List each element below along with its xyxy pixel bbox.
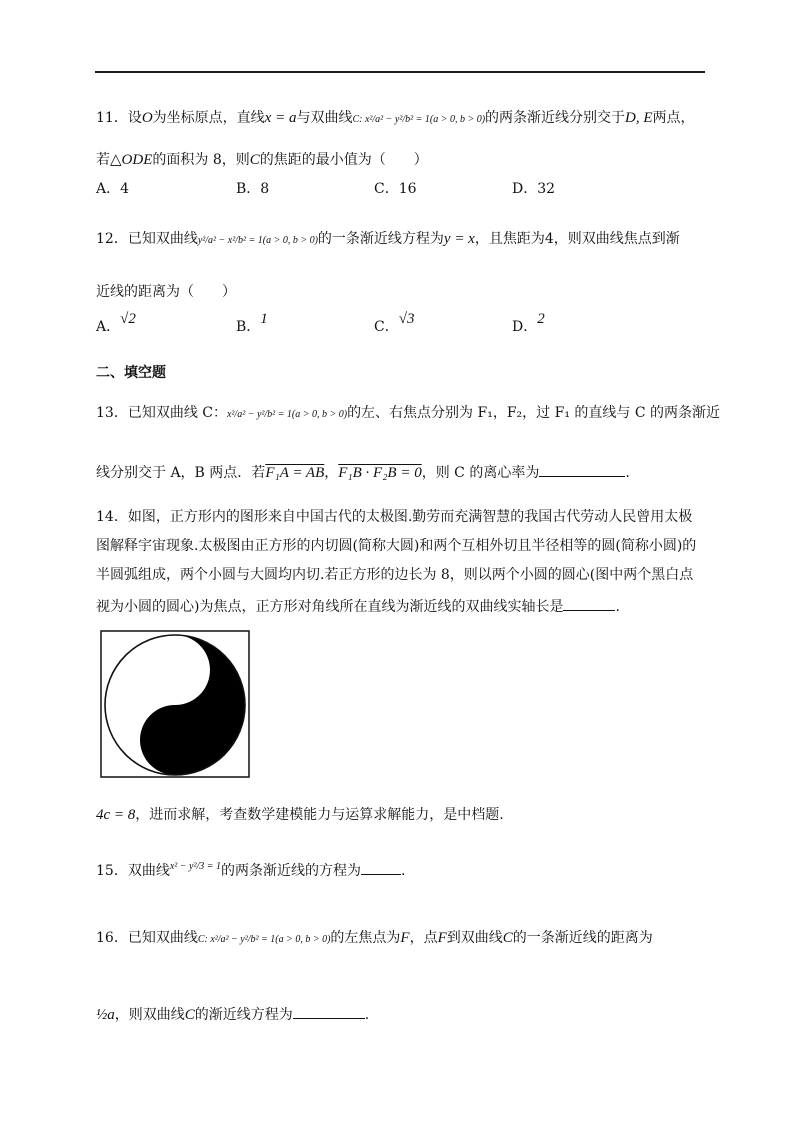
q13-text: ，则 C 的离心率为 xyxy=(421,465,540,481)
q16-curve-name: C xyxy=(502,930,513,946)
q13-hyperbola-equation: x²/a² − y²/b² = 1(a > 0, b > 0) xyxy=(226,409,348,420)
q11-text: 的两条渐近线分别交于 xyxy=(485,110,626,126)
q12-text: ，且焦距为 xyxy=(474,231,545,247)
q11-text: 与双曲线 xyxy=(296,110,353,126)
q11-text: 的面积为 8，则 xyxy=(152,152,250,168)
q16-focus: F xyxy=(400,930,410,946)
q16-text: ，则双曲线 xyxy=(114,1007,185,1023)
q12-option-d xyxy=(512,311,545,336)
q12-line2: 近线的距离为（ ） xyxy=(96,284,236,300)
q16-text: 到双曲线 xyxy=(446,930,503,946)
q12-option-b xyxy=(236,311,268,336)
q16-text: 16．已知双曲线 xyxy=(96,930,198,946)
q16-focus: F xyxy=(437,930,447,946)
q12-asymptote: y = x xyxy=(443,231,475,247)
section-heading: 二、填空题 xyxy=(96,365,166,381)
q14-line3: 半圆弧组成，两个小圆与大圆均内切.若正方形的边长为 8，则以两个小圆的圆心(图中两个黑白点 xyxy=(96,567,694,583)
q11-option-c: C．16 xyxy=(374,181,417,197)
q16-hyperbola-equation: C: x²/a² − y²/b² = 1(a > 0, b > 0) xyxy=(197,934,331,945)
q11-points: D, E xyxy=(625,110,653,126)
option-value: √3 xyxy=(398,311,415,327)
header-rule xyxy=(95,71,705,73)
q16-line1 xyxy=(96,929,653,949)
q12-text: ，则双曲线焦点到渐 xyxy=(553,231,680,247)
q16-curve-name: C xyxy=(184,1007,195,1023)
q13-text: . xyxy=(625,465,630,481)
q16-text: ，点 xyxy=(409,930,438,946)
q12-option-c xyxy=(374,311,415,336)
q12-text: 的一条渐近线方程为 xyxy=(317,231,444,247)
answer-blank[interactable] xyxy=(539,462,625,477)
q13-line2 xyxy=(96,462,630,482)
q15-hyperbola-equation: x² − y²/3 = 1 xyxy=(169,861,221,872)
q13-line1 xyxy=(96,404,720,424)
option-value: 2 xyxy=(537,311,545,327)
q11-text: 的焦距的最小值为（ ） xyxy=(259,152,428,168)
option-letter: B． xyxy=(236,319,261,335)
q14-line1: 14．如图，正方形内的图形来自中国古代的太极图.勤劳而充满智慧的我国古代劳动人民曾用太极 xyxy=(96,509,693,525)
q14-text: 视为小圆的圆心)为焦点，正方形对角线所在直线为渐近线的双曲线实轴长是 xyxy=(96,599,564,615)
answer-blank[interactable] xyxy=(293,1004,365,1019)
q16-text: 的渐近线方程为 xyxy=(194,1007,293,1023)
q14-text: . xyxy=(615,599,620,615)
q14-note xyxy=(96,806,504,824)
q11-line2 xyxy=(96,151,428,169)
q13-vector-condition-1: F₁A = AB xyxy=(265,465,325,481)
q13-text: 的左、右焦点分别为 F₁，F₂，过 F₁ 的直线与 C 的两条渐近 xyxy=(347,405,721,421)
black-dot xyxy=(168,733,183,748)
q11-option-d: D．32 xyxy=(512,181,556,197)
q14-note-text: ，进而求解，考查数学建模能力与运算求解能力，是中档题. xyxy=(135,807,504,823)
q13-text: ， xyxy=(324,465,339,481)
answer-blank[interactable] xyxy=(563,596,615,611)
answer-blank[interactable] xyxy=(361,860,401,875)
option-letter: C． xyxy=(374,319,399,335)
q15-text: 15．双曲线 xyxy=(96,863,170,879)
q11-text: 11．设 xyxy=(96,110,142,126)
q11-line1 xyxy=(96,109,695,129)
q15-line1 xyxy=(96,860,405,882)
q11-text: 两点， xyxy=(652,110,695,126)
q11-option-a: A．4 xyxy=(96,181,130,197)
taiji-diagram xyxy=(100,630,250,778)
q13-vector-condition-2: F₁B · F₂B = 0 xyxy=(338,465,422,481)
option-letter: A． xyxy=(96,319,121,335)
q16-text: . xyxy=(364,1007,370,1023)
q12-focal-length: 4 xyxy=(544,231,554,247)
q15-text: 的两条渐近线的方程为 xyxy=(220,863,361,879)
q16-distance: ½a xyxy=(96,1007,115,1023)
q11-option-b: B．8 xyxy=(236,181,270,197)
q11-text: 为坐标原点，直线 xyxy=(152,110,265,126)
q11-origin: O xyxy=(141,110,153,126)
white-dot xyxy=(169,664,182,677)
q12-text: 12．已知双曲线 xyxy=(96,231,198,247)
q12-hyperbola-equation: y²/a² − x²/b² = 1(a > 0, b > 0) xyxy=(197,235,318,246)
q14-line2: 图解释宇宙现象.太极图由正方形的内切圆(简称大圆)和两个互相外切且半径相等的圆(简称小圆)的 xyxy=(96,538,697,554)
q14-note-equation: 4c = 8 xyxy=(96,807,136,823)
option-letter: D． xyxy=(512,319,538,335)
q13-text: 13．已知双曲线 C： xyxy=(96,405,227,421)
q14-line4 xyxy=(96,596,620,616)
q12-line1 xyxy=(96,230,680,250)
q11-hyperbola-equation: C: x²/a² − y²/b² = 1(a > 0, b > 0) xyxy=(352,114,486,125)
q16-line2 xyxy=(96,1004,369,1024)
q12-option-a xyxy=(96,311,136,336)
q11-triangle: △ODE xyxy=(110,152,153,168)
q11-text: 若 xyxy=(96,152,110,168)
q16-text: 的一条渐近线的距离为 xyxy=(512,930,653,946)
q11-curve-name: C xyxy=(249,152,260,168)
q11-line-equation: x = a xyxy=(264,110,297,126)
q13-text: 线分别交于 A，B 两点．若 xyxy=(96,465,266,481)
q16-text: 的左焦点为 xyxy=(330,930,401,946)
option-value: 1 xyxy=(260,311,268,327)
option-value: √2 xyxy=(120,311,136,327)
q15-text: . xyxy=(400,863,406,879)
